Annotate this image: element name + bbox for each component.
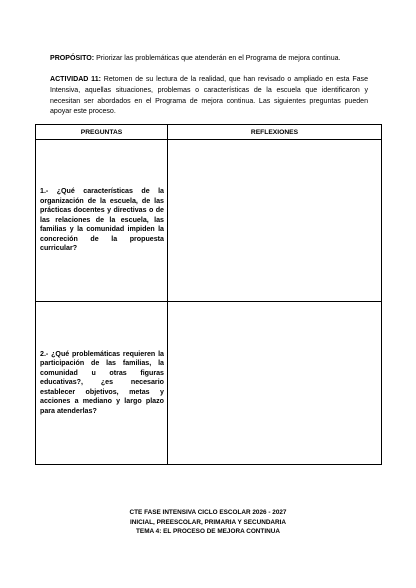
question-cell <box>36 302 168 465</box>
footer-line-3: TEMA 4: EL PROCESO DE MEJORA CONTINUA <box>136 528 280 536</box>
actividad-text: Retomen de su lectura de la realidad, que han revisado o ampliado en esta Fase Intensiva, aquellas situaciones, problemas o características de la escuela que identificaron y necesitan ser abordados en el Programa de mejora continua. Las siguientes preguntas pueden apoyar este proceso. <box>50 76 368 116</box>
proposito-paragraph <box>50 54 368 65</box>
question-text: 1.- ¿Qué características de la organización de la escuela, de las prácticas docentes y directivas o de las relaciones de la escuela, las familias y la comunidad impiden la concreción de la propuesta curricular? <box>40 187 164 253</box>
reflection-cell[interactable] <box>168 140 382 302</box>
actividad-paragraph <box>50 75 368 118</box>
reflection-table <box>35 124 382 465</box>
footer-line-1: CTE FASE INTENSIVA CICLO ESCOLAR 2026 - 2027 <box>129 509 287 516</box>
proposito-text: Priorizar las problemáticas que atenderán en el Programa de mejora continua. <box>96 55 341 62</box>
header-reflexiones: REFLEXIONES <box>168 125 382 140</box>
footer-line-2: INICIAL, PREESCOLAR, PRIMARIA Y SECUNDARIA <box>129 518 287 526</box>
table-row <box>36 302 382 465</box>
header-preguntas: PREGUNTAS <box>36 125 168 140</box>
table-header-row <box>36 125 382 140</box>
proposito-label: PROPÓSITO: <box>50 55 95 62</box>
question-text: 2.- ¿Qué problemáticas requieren la participación de las familias, la comunidad u otras figuras educativas?, ¿es necesario establecer objetivos, metas y acciones a mediano y largo plazo para atenderlas? <box>40 349 164 415</box>
table-row <box>36 140 382 302</box>
reflection-cell[interactable] <box>168 302 382 465</box>
actividad-label: ACTIVIDAD 11: <box>50 76 101 83</box>
question-cell <box>36 140 168 302</box>
page-footer <box>0 508 416 537</box>
